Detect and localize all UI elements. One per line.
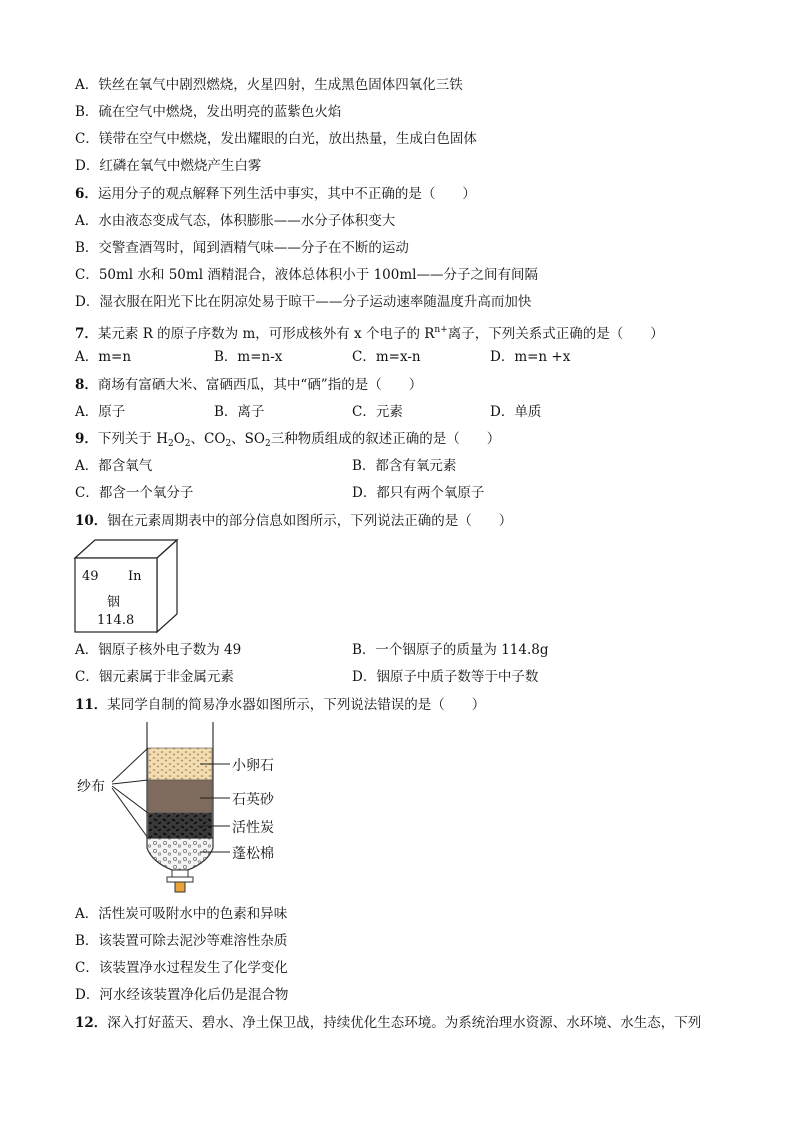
q6-option-d: D．湿衣服在阳光下比在阴凉处易于晾干——分子运动速率随温度升高而加快 [75, 294, 532, 310]
q7-option-a: A．m=n [75, 349, 132, 365]
q8-stem-text: 商场有富硒大米、富硒西瓜，其中“硒”指的是（ ） [97, 377, 423, 393]
quartz-sand-layer [148, 780, 212, 813]
pebble-label: 小卵石 [232, 758, 274, 774]
q8-stem [75, 376, 422, 394]
q9-sub-3: 2 [225, 439, 232, 449]
quartz-sand-label: 石英砂 [232, 792, 274, 808]
q5-option-a: A．铁丝在氧气中剧烈燃烧，火星四射，生成黑色固体四氧化三铁 [75, 77, 463, 93]
q9-text-1: O [173, 431, 185, 447]
q5-option-b: B．硫在空气中燃烧，发出明亮的蓝紫色火焰 [75, 104, 342, 120]
gauze-pointer-3 [112, 786, 148, 813]
bottle-cap [167, 877, 193, 882]
q10-option-d: D．铟原子中质子数等于中子数 [352, 669, 539, 685]
q6-stem [75, 185, 476, 203]
q6-number: 6． [75, 186, 98, 202]
q6-option-b: B．交警查酒驾时，闻到酒精气味——分子在不断的运动 [75, 240, 409, 256]
q9-sub-1: 2 [167, 439, 174, 449]
q12-number: 12． [75, 1015, 108, 1031]
q8-option-c: C．元素 [352, 404, 403, 420]
element-name: 铟 [107, 595, 121, 610]
q11-stem [75, 696, 485, 714]
water-filter-figure [72, 720, 292, 895]
q7-stem-b: 离子，下列关系式正确的是（ ） [447, 326, 664, 342]
q9-option-a: A．都含氧气 [75, 458, 153, 474]
activated-carbon-label: 活性炭 [232, 820, 274, 836]
element-cell-figure [72, 537, 180, 635]
q11-option-b: B．该装置可除去泥沙等难溶性杂质 [75, 933, 288, 949]
q9-option-c: C．都含一个氧分子 [75, 485, 194, 501]
q10-number: 10． [75, 513, 108, 529]
gauze-pointer-4 [112, 788, 148, 838]
q7-number: 7． [75, 326, 98, 342]
q7-option-c: C．m=x-n [352, 349, 421, 365]
q8-option-d: D．单质 [490, 404, 542, 420]
q10-option-c: C．铟元素属于非金属元素 [75, 669, 234, 685]
q9-option-b: B．都含有氧元素 [352, 458, 457, 474]
q12-stem [75, 1014, 701, 1032]
q8-option-a: A．原子 [75, 404, 126, 420]
q11-stem-text: 某同学自制的简易净水器如图所示，下列说法错误的是（ ） [107, 697, 486, 713]
element-atomic-mass: 114.8 [97, 613, 135, 628]
q8-number: 8． [75, 377, 98, 393]
gauze-label: 纱布 [77, 779, 105, 795]
q10-option-b: B．一个铟原子的质量为 114.8g [352, 642, 549, 658]
q9-stem-b: 三种物质组成的叙述正确的是（ ） [270, 431, 501, 447]
q9-text-2: 、CO [190, 431, 226, 447]
q9-sub-4: 2 [265, 439, 271, 449]
q7-option-b: B．m=n-x [214, 349, 283, 365]
outlet-tube [175, 882, 185, 892]
cotton-label: 蓬松棉 [232, 846, 274, 862]
q7-stem [75, 321, 664, 343]
q9-number: 9． [75, 431, 98, 447]
q5-option-d: D．红磷在氧气中燃烧产生白雾 [75, 158, 262, 174]
q9-text-3: 、SO [231, 431, 265, 447]
q6-option-a: A．水由液态变成气态，体积膨胀——水分子体积变大 [75, 213, 396, 229]
element-symbol: In [128, 569, 142, 584]
q5-option-c: C．镁带在空气中燃烧，发出耀眼的白光，放出热量，生成白色固体 [75, 131, 477, 147]
q10-stem [75, 512, 512, 530]
q11-option-c: C．该装置净水过程发生了化学变化 [75, 960, 288, 976]
q7-ion-charge: n+ [434, 325, 448, 335]
q11-number: 11． [75, 697, 108, 713]
gauze-pointer-1 [112, 748, 148, 782]
q9-stem [75, 430, 500, 453]
q12-stem-text: 深入打好蓝天、碧水、净土保卫战，持续优化生态环境。为系统治理水资源、水环境、水生态，下列 [107, 1015, 702, 1031]
q11-option-d: D．河水经该装置净化后仍是混合物 [75, 987, 289, 1003]
q8-option-b: B．离子 [214, 404, 265, 420]
q9-sub-2: 2 [184, 439, 191, 449]
q10-option-a: A．铟原子核外电子数为 49 [75, 642, 242, 658]
q7-option-d: D．m=n +x [490, 349, 571, 365]
q7-stem-a: 某元素 R 的原子序数为 m，可形成核外有 x 个电子的 R [97, 326, 435, 342]
q6-stem-text: 运用分子的观点解释下列生活中事实，其中不正确的是（ ） [97, 186, 476, 202]
q11-option-a: A．活性炭可吸附水中的色素和异味 [75, 906, 288, 922]
q9-stem-a: 下列关于 H [97, 431, 168, 447]
q10-stem-text: 铟在元素周期表中的部分信息如图所示，下列说法正确的是（ ） [107, 513, 513, 529]
element-atomic-number: 49 [82, 569, 99, 584]
gauze-pointer-2 [112, 780, 148, 784]
q6-option-c: C．50ml 水和 50ml 酒精混合，液体总体积小于 100ml——分子之间有间隔 [75, 267, 538, 283]
cotton-layer [147, 838, 213, 870]
q9-option-d: D．都只有两个氧原子 [352, 485, 485, 501]
